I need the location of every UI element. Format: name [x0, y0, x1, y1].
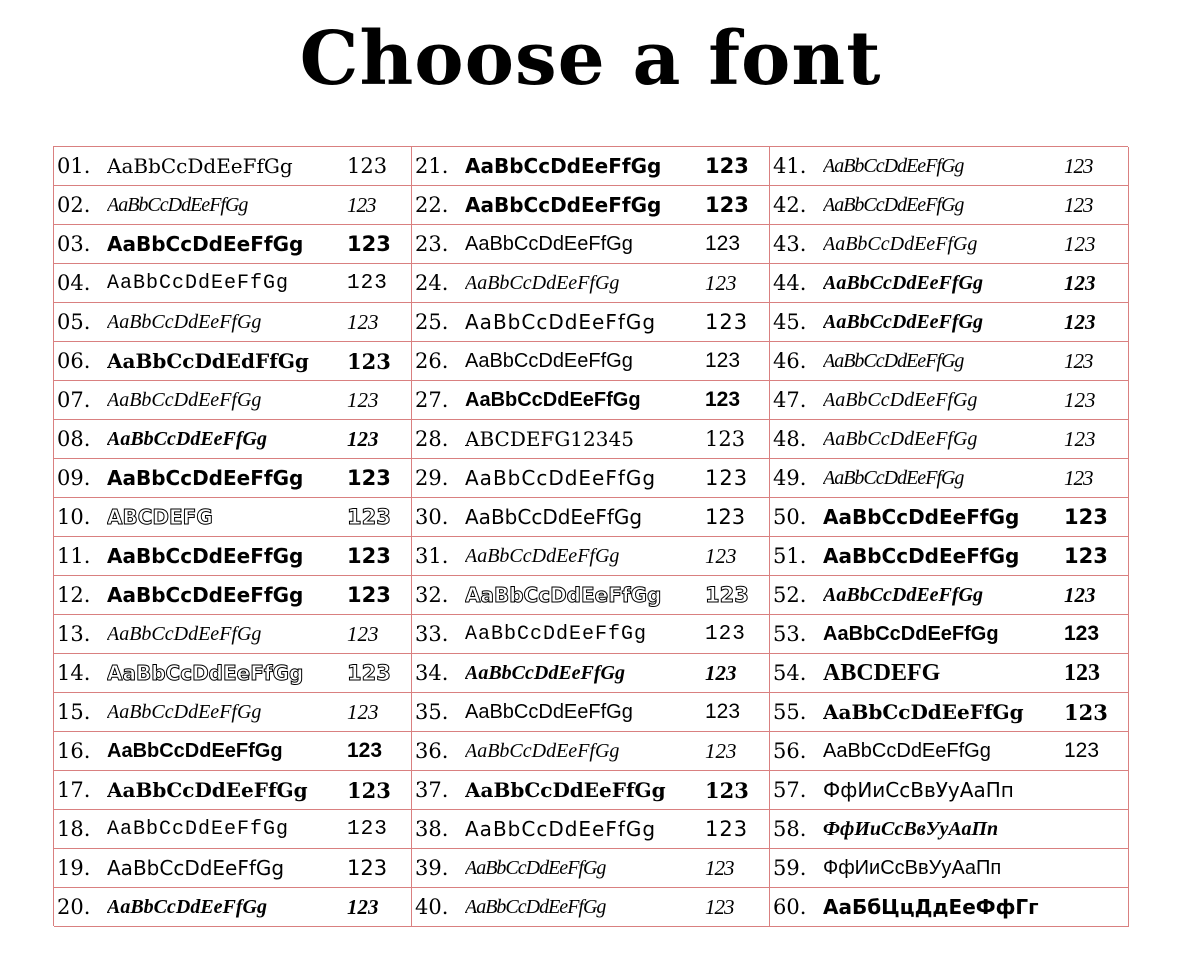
font-sample: AaBbCcDdEeFfGg: [107, 817, 290, 841]
font-sample: АаБбЦцДдЕеФфГг: [823, 895, 1039, 919]
font-sample: AaBbCcDdEeFfGg: [465, 232, 633, 255]
font-option[interactable]: [770, 264, 1129, 303]
font-sample: AaBbCcDdEeFfGg: [823, 271, 983, 294]
font-option[interactable]: [770, 654, 1129, 693]
font-digits-sample: 123: [705, 310, 749, 334]
font-digits-sample: 123: [347, 348, 391, 374]
font-number: 55.: [773, 700, 807, 724]
font-option[interactable]: [412, 576, 770, 615]
font-sample: AaBbCcDdEeFfGg: [107, 193, 248, 216]
font-option[interactable]: [412, 810, 770, 849]
font-option[interactable]: [412, 225, 770, 264]
font-digits-sample: 123: [1064, 505, 1108, 529]
font-digits-sample: 123: [1064, 231, 1096, 256]
font-digits-sample: 123: [1064, 426, 1096, 451]
font-option[interactable]: [770, 186, 1129, 225]
font-digits-sample: 123: [705, 894, 734, 919]
font-number: 24.: [415, 271, 449, 295]
font-number: 10.: [57, 505, 91, 529]
font-number: 22.: [415, 193, 449, 217]
font-option[interactable]: [54, 147, 412, 186]
font-digits-sample: 123: [1064, 659, 1100, 686]
font-option[interactable]: [770, 342, 1129, 381]
font-sample: ФфИиСсВвУуАаПп: [823, 778, 1014, 802]
font-option[interactable]: [412, 693, 770, 732]
font-option[interactable]: [770, 771, 1129, 810]
font-digits-sample: 123: [347, 309, 379, 334]
font-number: 41.: [773, 154, 807, 178]
font-digits-sample: 123: [1064, 153, 1093, 178]
font-number: 01.: [57, 154, 91, 178]
font-sample: AaBbCcDdEeFfGg: [465, 700, 633, 723]
font-sample: AaBbCcDdEeFfGg: [107, 661, 304, 685]
font-sample: AaBbCcDdEeFfGg: [465, 817, 657, 841]
font-option[interactable]: [412, 420, 770, 459]
font-digits-sample: 123: [347, 154, 388, 178]
font-sample: ABCDEFG: [107, 505, 213, 529]
font-sample: AaBbCcDdEeFfGg: [107, 739, 283, 762]
font-digits-sample: 123: [705, 466, 749, 490]
font-digits-sample: 123: [705, 154, 749, 178]
font-option[interactable]: [770, 576, 1129, 615]
font-number: 08.: [57, 427, 91, 451]
font-number: 09.: [57, 466, 91, 490]
font-grid: [53, 146, 1128, 926]
font-digits-sample: 123: [347, 583, 391, 607]
font-digits-sample: 123: [347, 894, 379, 919]
font-digits-sample: 123: [347, 466, 391, 490]
font-number: 54.: [773, 661, 807, 685]
font-digits-sample: 123: [705, 232, 741, 255]
font-option[interactable]: [54, 771, 412, 810]
font-sample: AaBbCcDdEeFfGg: [823, 700, 1024, 724]
font-option[interactable]: [770, 849, 1129, 888]
font-digits-sample: 123: [705, 388, 741, 411]
font-digits-sample: 123: [1064, 544, 1108, 568]
font-sample: AaBbCcDdEeFfGg: [465, 622, 648, 646]
font-option[interactable]: [412, 849, 770, 888]
font-sample: AaBbCcDdEeFfGg: [107, 427, 267, 450]
font-sample: AaBbCcDdEeFfGg: [823, 622, 999, 645]
font-sample: AaBbCcDdEeFfGg: [823, 310, 983, 333]
font-number: 18.: [57, 817, 91, 841]
font-option[interactable]: [54, 615, 412, 654]
font-option[interactable]: [412, 537, 770, 576]
font-sample: ABCDEFG: [823, 659, 941, 686]
font-option[interactable]: [412, 303, 770, 342]
font-option[interactable]: [412, 654, 770, 693]
font-sample: AaBbCcDdEeFfGg: [823, 505, 1020, 529]
font-sample: AaBbCcDdEeFfGg: [107, 310, 262, 333]
font-sample: AaBbCcDdEeFfGg: [107, 778, 308, 802]
font-number: 56.: [773, 739, 807, 763]
font-sample: AaBbCcDdEeFfGg: [465, 466, 657, 490]
font-number: 51.: [773, 544, 807, 568]
font-number: 14.: [57, 661, 91, 685]
font-digits-sample: 123: [1064, 348, 1093, 373]
font-option[interactable]: [412, 186, 770, 225]
font-option[interactable]: [54, 888, 412, 927]
font-number: 27.: [415, 388, 449, 412]
font-option[interactable]: [770, 498, 1129, 537]
font-number: 35.: [415, 700, 449, 724]
font-digits-sample: 123: [705, 777, 749, 803]
font-number: 40.: [415, 895, 449, 919]
font-option[interactable]: [54, 732, 412, 771]
font-digits-sample: 123: [347, 739, 383, 762]
font-number: 06.: [57, 349, 91, 373]
font-sample: AaBbCcDdEeFfGg: [107, 544, 304, 568]
font-number: 46.: [773, 349, 807, 373]
font-number: 32.: [415, 583, 449, 607]
font-option[interactable]: [54, 342, 412, 381]
font-number: 60.: [773, 895, 807, 919]
font-digits-sample: 123: [347, 505, 391, 529]
font-sample: AaBbCcDdEdFfGg: [107, 349, 309, 373]
font-sample: AaBbCcDdEeFfGg: [823, 232, 978, 255]
font-option[interactable]: [412, 888, 770, 927]
font-number: 25.: [415, 310, 449, 334]
font-option[interactable]: [770, 615, 1129, 654]
font-sample: AaBbCcDdEeFfGg: [465, 388, 641, 411]
font-digits-sample: 123: [705, 427, 746, 451]
font-digits-sample: 123: [347, 621, 379, 646]
font-number: 42.: [773, 193, 807, 217]
font-digits-sample: 123: [705, 738, 737, 763]
font-sample: AaBbCcDdEeFfGg: [107, 895, 267, 918]
font-number: 21.: [415, 154, 449, 178]
font-number: 15.: [57, 700, 91, 724]
font-option[interactable]: [412, 498, 770, 537]
font-digits-sample: 123: [1064, 309, 1096, 334]
font-digits-sample: 123: [705, 349, 741, 372]
font-number: 38.: [415, 817, 449, 841]
font-option[interactable]: [54, 576, 412, 615]
font-sample: ABCDEFG12345: [465, 427, 634, 451]
font-number: 53.: [773, 622, 807, 646]
font-sample: AaBbCcDdEeFfGg: [107, 583, 304, 607]
font-sample: AaBbCcDdEeFfGg: [107, 856, 285, 880]
font-sample: AaBbCcDdEeFfGg: [823, 154, 964, 177]
font-number: 26.: [415, 349, 449, 373]
font-digits-sample: 123: [1064, 192, 1093, 217]
font-number: 43.: [773, 232, 807, 256]
font-number: 04.: [57, 271, 91, 295]
font-sample: AaBbCcDdEeFfGg: [465, 856, 606, 879]
font-number: 58.: [773, 817, 807, 841]
font-number: 02.: [57, 193, 91, 217]
font-number: 17.: [57, 778, 91, 802]
font-digits-sample: 123: [1064, 582, 1096, 607]
font-sample: AaBbCcDdEeFfGg: [823, 544, 1020, 568]
font-number: 12.: [57, 583, 91, 607]
font-digits-sample: 123: [347, 271, 388, 295]
font-digits-sample: 123: [1064, 622, 1100, 645]
font-digits-sample: 123: [347, 817, 388, 841]
font-option[interactable]: [54, 381, 412, 420]
font-digits-sample: 123: [347, 777, 391, 803]
font-digits-sample: 123: [705, 855, 734, 880]
font-option[interactable]: [412, 147, 770, 186]
font-sample: AaBbCcDdEeFfGg: [823, 427, 978, 450]
font-number: 19.: [57, 856, 91, 880]
font-option[interactable]: [770, 810, 1129, 849]
font-digits-sample: 123: [347, 661, 391, 685]
font-sample: AaBbCcDdEeFfGg: [107, 271, 290, 295]
font-option[interactable]: [54, 654, 412, 693]
font-digits-sample: 123: [705, 583, 749, 607]
font-sample: AaBbCcDdEeFfGg: [107, 232, 304, 256]
font-digits-sample: 123: [1064, 739, 1100, 762]
font-digits-sample: 123: [347, 426, 379, 451]
font-option[interactable]: [412, 381, 770, 420]
font-number: 50.: [773, 505, 807, 529]
font-option[interactable]: [412, 264, 770, 303]
font-number: 48.: [773, 427, 807, 451]
font-digits-sample: 123: [705, 622, 746, 646]
font-option[interactable]: [412, 615, 770, 654]
font-number: 31.: [415, 544, 449, 568]
font-option[interactable]: [770, 459, 1129, 498]
font-sample: AaBbCcDdEeFfGg: [107, 700, 262, 723]
font-sample: AaBbCcDdEeFfGg: [465, 778, 666, 802]
font-number: 34.: [415, 661, 449, 685]
font-sample: AaBbCcDdEeFfGg: [465, 271, 620, 294]
font-sample: AaBbCcDdEeFfGg: [465, 544, 620, 567]
font-sample: AaBbCcDdEeFfGg: [823, 193, 964, 216]
font-digits-sample: 123: [347, 232, 391, 256]
font-sample: AaBbCcDdEeFfGg: [465, 310, 657, 334]
font-number: 07.: [57, 388, 91, 412]
font-number: 16.: [57, 739, 91, 763]
font-sample: AaBbCcDdEeFfGg: [823, 739, 991, 762]
font-number: 23.: [415, 232, 449, 256]
font-sample: AaBbCcDdEeFfGg: [107, 388, 262, 411]
font-sample: AaBbCcDdEeFfGg: [107, 622, 262, 645]
font-digits-sample: 123: [1064, 387, 1096, 412]
font-number: 44.: [773, 271, 807, 295]
font-digits-sample: 123: [705, 543, 737, 568]
font-number: 03.: [57, 232, 91, 256]
font-sample: AaBbCcDdEeFfGg: [465, 349, 633, 372]
font-option[interactable]: [770, 420, 1129, 459]
font-digits-sample: 123: [347, 699, 379, 724]
font-number: 59.: [773, 856, 807, 880]
font-sample: ФфИиСсВвУуАаПп: [823, 856, 1002, 879]
font-option[interactable]: [412, 732, 770, 771]
font-number: 52.: [773, 583, 807, 607]
font-number: 11.: [57, 544, 91, 568]
font-digits-sample: 123: [705, 270, 737, 295]
font-number: 29.: [415, 466, 449, 490]
font-number: 39.: [415, 856, 449, 880]
font-digits-sample: 123: [705, 193, 749, 217]
font-digits-sample: 123: [347, 192, 376, 217]
font-sample: AaBbCcDdEeFfGg: [465, 895, 606, 918]
font-sample: AaBbCcDdEeFfGg: [823, 388, 978, 411]
font-option[interactable]: [770, 147, 1129, 186]
font-option[interactable]: [770, 888, 1129, 927]
font-option[interactable]: [770, 732, 1129, 771]
font-number: 28.: [415, 427, 449, 451]
font-sample: AaBbCcDdEeFfGg: [465, 505, 643, 529]
font-number: 37.: [415, 778, 449, 802]
font-digits-sample: 123: [705, 505, 746, 529]
font-option[interactable]: [54, 810, 412, 849]
font-sample: AaBbCcDdEeFfGg: [465, 739, 620, 762]
font-sample: AaBbCcDdEeFfGg: [107, 154, 293, 178]
font-number: 05.: [57, 310, 91, 334]
font-option[interactable]: [54, 225, 412, 264]
font-option[interactable]: [412, 342, 770, 381]
font-number: 45.: [773, 310, 807, 334]
font-digits-sample: 123: [347, 856, 388, 880]
font-number: 49.: [773, 466, 807, 490]
font-option[interactable]: [54, 420, 412, 459]
font-digits-sample: 123: [1064, 699, 1108, 725]
font-option[interactable]: [770, 381, 1129, 420]
font-number: 33.: [415, 622, 449, 646]
font-option[interactable]: [54, 537, 412, 576]
font-digits-sample: 123: [347, 387, 379, 412]
font-option[interactable]: [770, 225, 1129, 264]
font-sample: AaBbCcDdEeFfGg: [107, 466, 304, 490]
font-sample: AaBbCcDdEeFfGg: [465, 154, 662, 178]
font-digits-sample: 123: [1064, 465, 1093, 490]
font-sample: ФфИиСсВвУуАаПп: [823, 817, 999, 840]
font-option[interactable]: [770, 303, 1129, 342]
font-sample: AaBbCcDdEeFfGg: [465, 193, 662, 217]
font-sample: AaBbCcDdEeFfGg: [465, 583, 662, 607]
font-option[interactable]: [54, 186, 412, 225]
font-number: 20.: [57, 895, 91, 919]
font-option[interactable]: [54, 264, 412, 303]
font-sample: AaBbCcDdEeFfGg: [823, 466, 964, 489]
font-option[interactable]: [770, 693, 1129, 732]
font-digits-sample: 123: [705, 817, 749, 841]
font-number: 57.: [773, 778, 807, 802]
font-option[interactable]: [54, 849, 412, 888]
font-number: 30.: [415, 505, 449, 529]
font-sample: AaBbCcDdEeFfGg: [823, 583, 983, 606]
font-number: 47.: [773, 388, 807, 412]
font-option[interactable]: [54, 459, 412, 498]
font-sample: AaBbCcDdEeFfGg: [823, 349, 964, 372]
font-digits-sample: 123: [705, 660, 737, 685]
font-sample: AaBbCcDdEeFfGg: [465, 661, 625, 684]
font-digits-sample: 123: [1064, 270, 1096, 295]
font-option[interactable]: [54, 693, 412, 732]
font-number: 13.: [57, 622, 91, 646]
font-digits-sample: 123: [347, 544, 391, 568]
font-digits-sample: 123: [705, 700, 741, 723]
font-option[interactable]: [54, 498, 412, 537]
font-number: 36.: [415, 739, 449, 763]
font-option[interactable]: [412, 771, 770, 810]
page-title: Choose a font: [299, 16, 882, 102]
font-option[interactable]: [54, 303, 412, 342]
font-option[interactable]: [770, 537, 1129, 576]
font-option[interactable]: [412, 459, 770, 498]
